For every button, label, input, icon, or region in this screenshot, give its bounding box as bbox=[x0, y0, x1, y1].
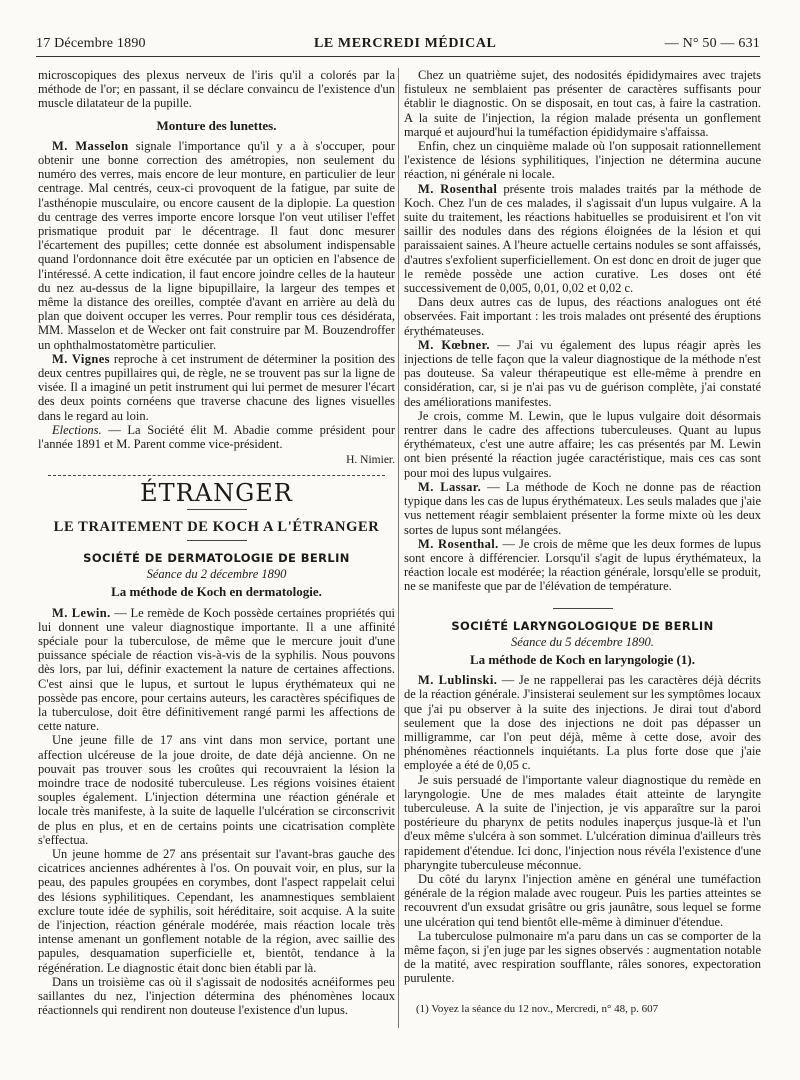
paragraph-masselon bbox=[38, 139, 395, 352]
paragraph: Dans deux autres cas de lupus, des réactions analogues ont été observées. Fait important : les trois malades ont présenté des éruptions érythémateuses. bbox=[404, 295, 761, 338]
speaker-name: M. Lublinski. bbox=[418, 673, 498, 688]
paragraph-elections bbox=[38, 423, 395, 451]
paragraph-lublinski bbox=[404, 673, 761, 772]
section-divider bbox=[48, 475, 385, 476]
journal-title: LE MERCREDI MÉDICAL bbox=[313, 36, 497, 51]
paragraph-rosenthal-2 bbox=[404, 537, 761, 594]
speaker-name: M. Rosenthal. bbox=[418, 536, 499, 551]
paragraph: microscopiques des plexus nerveux de l'iris qu'il a colorés par la méthode de l'or; en passant, il se déclare convaincu de l'existence d'un muscle dilatateur de la pupille. bbox=[38, 68, 395, 111]
paragraph: Un jeune homme de 27 ans présentait sur l'avant-bras gauche des cicatrices anciennes adhérentes à l'os. On pouvait voir, en plus, sur la peau, des papules groupées en corymbes, dont l'aspect rappelait celui des lésions syphilitiques. Cependant, les anamnestiques semblaient exclure toute idée de syphilis, soit héréditaire, soit acquise. A la suite de l'injection, réaction générale modérée, mais réaction locale très intense amenant un gonflement notable de la région, avec saillie des papules, desquamation superficielle et, bientôt, tendance à la régénération. Le diagnostic était donc bien établi par là. bbox=[38, 846, 395, 975]
paragraph-koebner bbox=[404, 338, 761, 409]
short-rule bbox=[187, 509, 247, 510]
paragraph-text: — Le remède de Koch possède certaines propriétés qui lui donnent une valeur diagnostique importante. Il a une affinité spéciale pour la tuberculose, de même que le mercure jouit d'une puissance spéciale de réaction vis-à-vis de la syphilis. Nous pouvons dès lors, par lui, définir exactement la nature de certaines affections. C'est ainsi que le lupus, et surtout le lupus érythémateux qui ne possède pas encore, pour certains auteurs, les caractères spécifiques de la tuberculose, doit être définitivement rangé parmi les affections de cette nature. bbox=[38, 605, 395, 734]
speaker-name: M. Rosenthal bbox=[418, 181, 498, 196]
paragraph: Enfin, chez un cinquième malade où l'on supposait rationnellement l'existence de lésions syphilitiques, l'injection ne détermina aucune réaction, ni générale ni locale. bbox=[404, 139, 761, 182]
paragraph-text: — La méthode de Koch ne donne pas de réaction typique dans les cas de lupus érythémateux. Les seuls malades que j'aie vus nettement réagir semblaient présenter la forme mixte où les deux sortes de lupus sont mélangées. bbox=[404, 479, 761, 537]
paragraph-lewin bbox=[38, 606, 395, 734]
running-head bbox=[36, 36, 760, 57]
paragraph: La tuberculose pulmonaire m'a paru dans un cas se comporter de la même façon, si j'en juge par les signes observés : augmentation notable de la matité, avec respiration soufflante, râles sonores, expectoration purulente. bbox=[404, 928, 761, 986]
left-column bbox=[38, 68, 395, 1068]
paragraph-text: reproche à cet instrument de déterminer la position des deux centres pupillaires qui, de règle, ne se trouvent pas sur la ligne de visée. Il a imaginé un petit instrument qui lui permet de mesurer l'écart des deux points cornéens que traverse chacune des lignes visuelles dans le regard au loin. bbox=[38, 351, 395, 423]
spacer bbox=[404, 594, 761, 604]
paragraph-text: — J'ai vu également des lupus réagir après les injections de telle façon que la valeur diagnostique de la méthode n'est pas douteuse. Sa valeur thérapeutique est elle-même à prendre en considération, car, si je n'ai pas vu de guérison complète, j'ai constaté des améliorations manifestes. bbox=[404, 337, 761, 409]
speaker-name: M. Lassar. bbox=[418, 479, 482, 494]
paragraph-text: présente trois malades traités par la méthode de Koch. Chez l'un de ces malades, il s'agissait d'un lupus vulgaire. A la suite du traitement, les réactions habituelles se produisirent et l'on vit saillir des nodules dans des régions éloignées de la lésion et qui paraissaient saines. A l'heure actuelle certains nodules se sont affaissés, d'autres s'exfolient superficiellement. On est donc en droit de juger que le remède possède une action curative. Les doses ont été successivement de 0,005, 0,01, 0,02 et 0,02 c. bbox=[404, 181, 761, 296]
right-column bbox=[404, 68, 761, 1068]
speaker-name: M. Kœbner. bbox=[418, 337, 490, 352]
paragraph-lassar bbox=[404, 480, 761, 537]
topic-heading: La méthode de Koch en laryngologie (1). bbox=[470, 651, 695, 667]
paragraph-text: signale l'importance qu'il y a à s'occuper, pour obtenir une bonne correction des amétropies, non seulement du numéro des verres, mais encore de leur monture, en particulier de leur centrage. Mal centrés, ceux-ci provoquent de la fatigue, par suite de l'asthénopie musculaire, ou encore causent de la diplopie. La question du centrage des verres importe encore lorsque l'on veut utiliser l'effet prismatique produit par le décentrage. Il faut donc mesurer l'écartement des pupilles; cette donnée est absolument indispensable quand l'ordonnance doit être exécutée par un opticien en l'absence de l'intéressé. A cette indication, il faut encore joindre celles de la hauteur du nez au-dessus de la ligne bipupillaire, la largeur des tempes et même la distance des oreilles, comptée d'avant en arrière au delà du plan que doivent occuper les verres. Pour remplir tous ces désidérata, MM. Masselon et de Wecker ont fait construire par M. Bouzendroffer un ophthalmostatomètre particulier. bbox=[38, 138, 395, 352]
signature: H. Nimier. bbox=[346, 454, 395, 467]
paragraph-vignes bbox=[38, 352, 395, 423]
section-title: ÉTRANGER bbox=[140, 479, 293, 508]
paragraph: Chez un quatrième sujet, des nodosités épididymaires avec trajets fistuleux ne semblaient pas présenter de caractères suffisants pour établir le diagnostic. On se disposait, en tout cas, à faire la castration. A la suite de l'injection, la région malade présenta un gonflement marqué et aujourd'hui la tuméfaction épididymaire s'affaissa. bbox=[404, 68, 761, 139]
paragraph-text: — Je ne rappellerai pas les caractères déjà décrits de la réaction générale. J'insisterai seulement sur les symptômes locaux que j'ai pu observer à la suite des injections. Je dirai tout d'abord seulement que la dose des injections ne doit pas dépasser un milligramme, car l'on peut déjà, même à cette dose, avoir des phénomènes réactionnels inquiétants. La plus forte dose que j'aie employée a été de 0,05 c. bbox=[404, 673, 761, 773]
paragraph: Je suis persuadé de l'importante valeur diagnostique du remède en laryngologie. Une de mes malades était atteinte de laryngite tuberculeuse. A la suite de l'injection, je vis apparaître sur la paroi postérieure du pharynx de petits nodules inaperçus jusque-là et l'un d'eux même s'ulcéra à son sommet. L'ulcération diminua d'ailleurs très rapidement d'étendue. Ici donc, l'injection nous révéla l'existence d'une pharyngite tuberculeuse méconnue. bbox=[404, 772, 761, 872]
paragraph: Une jeune fille de 17 ans vint dans mon service, portant une affection ulcéreuse de la joue droite, de date déjà ancienne. On ne pouvait pas trouver sous les croûtes qui recouvraient la lésion la moindre trace de nodosité tuberculeuse. Les régions voisines étaient souples également. L'injection détermina une réaction générale et locale très manifeste, à la suite de laquelle l'ulcération se circonscrivit de plus en plus, et en de certains points une cicatrisation complète s'effectua. bbox=[38, 733, 395, 847]
page-number: — N° 50 — 631 bbox=[664, 36, 760, 51]
society-heading: SOCIÉTÉ DE DERMATOLOGIE DE BERLIN bbox=[83, 550, 350, 565]
speaker-name: M. Lewin. bbox=[52, 605, 111, 620]
article-heading: LE TRAITEMENT DE KOCH A L'ÉTRANGER bbox=[53, 518, 380, 535]
society-heading: SOCIÉTÉ LARYNGOLOGIQUE DE BERLIN bbox=[451, 618, 714, 633]
column-divider bbox=[398, 68, 399, 1028]
seance-date: Séance du 2 décembre 1890 bbox=[146, 567, 287, 582]
paragraph-text: — La Société élit M. Abadie comme président pour l'année 1891 et M. Parent comme vice-président. bbox=[38, 422, 395, 452]
speaker-name: M. Vignes bbox=[52, 351, 110, 366]
paragraph: Dans un troisième cas où il s'agissait de nodosités acnéiformes peu saillantes du nez, l'injection détermina des phénomènes locaux réactionnels qui rendirent non douteuse l'existence d'un lupus. bbox=[38, 974, 395, 1018]
elections-label: Elections. bbox=[52, 422, 102, 437]
paragraph: Je crois, comme M. Lewin, que le lupus vulgaire doit désormais rentrer dans le cadre des affections tuberculeuses. Quant au lupus érythémateux, c'est une autre affaire; les cas présentés par M. Lewin ont bien présenté la réaction jugée caractéristique, mais ces cas sont pour moi des lupus vulgaires. bbox=[404, 408, 761, 480]
footnote: (1) Voyez la séance du 12 nov., Mercredi, n° 48, p. 607 bbox=[416, 1002, 659, 1015]
short-rule bbox=[553, 608, 613, 609]
subheading-monture: Monture des lunettes. bbox=[156, 117, 277, 133]
paragraph-rosenthal bbox=[404, 182, 761, 296]
topic-heading: La méthode de Koch en dermatologie. bbox=[111, 584, 322, 600]
paragraph-text: — Je crois de même que les deux formes de lupus sont encore à différencier. Lorsqu'il s'agit de lupus érythémateux, la réaction locale est modérée; la réaction générale, lorsqu'elle se produit, ne se manifeste que par de l'élévation de température. bbox=[404, 536, 761, 594]
seance-date: Séance du 5 décembre 1890. bbox=[511, 634, 654, 649]
short-rule bbox=[187, 540, 247, 541]
paragraph: Du côté du larynx l'injection amène en général une tuméfaction générale de la région malade avec rougeur. Puis les parties atteintes se recouvrent d'un exsudat grisâtre ou gris jaunâtre, sous lequel se forme une ulcération qui tend bientôt elle-même à diminuer d'étendue. bbox=[404, 871, 761, 929]
issue-date: 17 Décembre 1890 bbox=[36, 36, 146, 51]
speaker-name: M. Masselon bbox=[52, 138, 129, 153]
